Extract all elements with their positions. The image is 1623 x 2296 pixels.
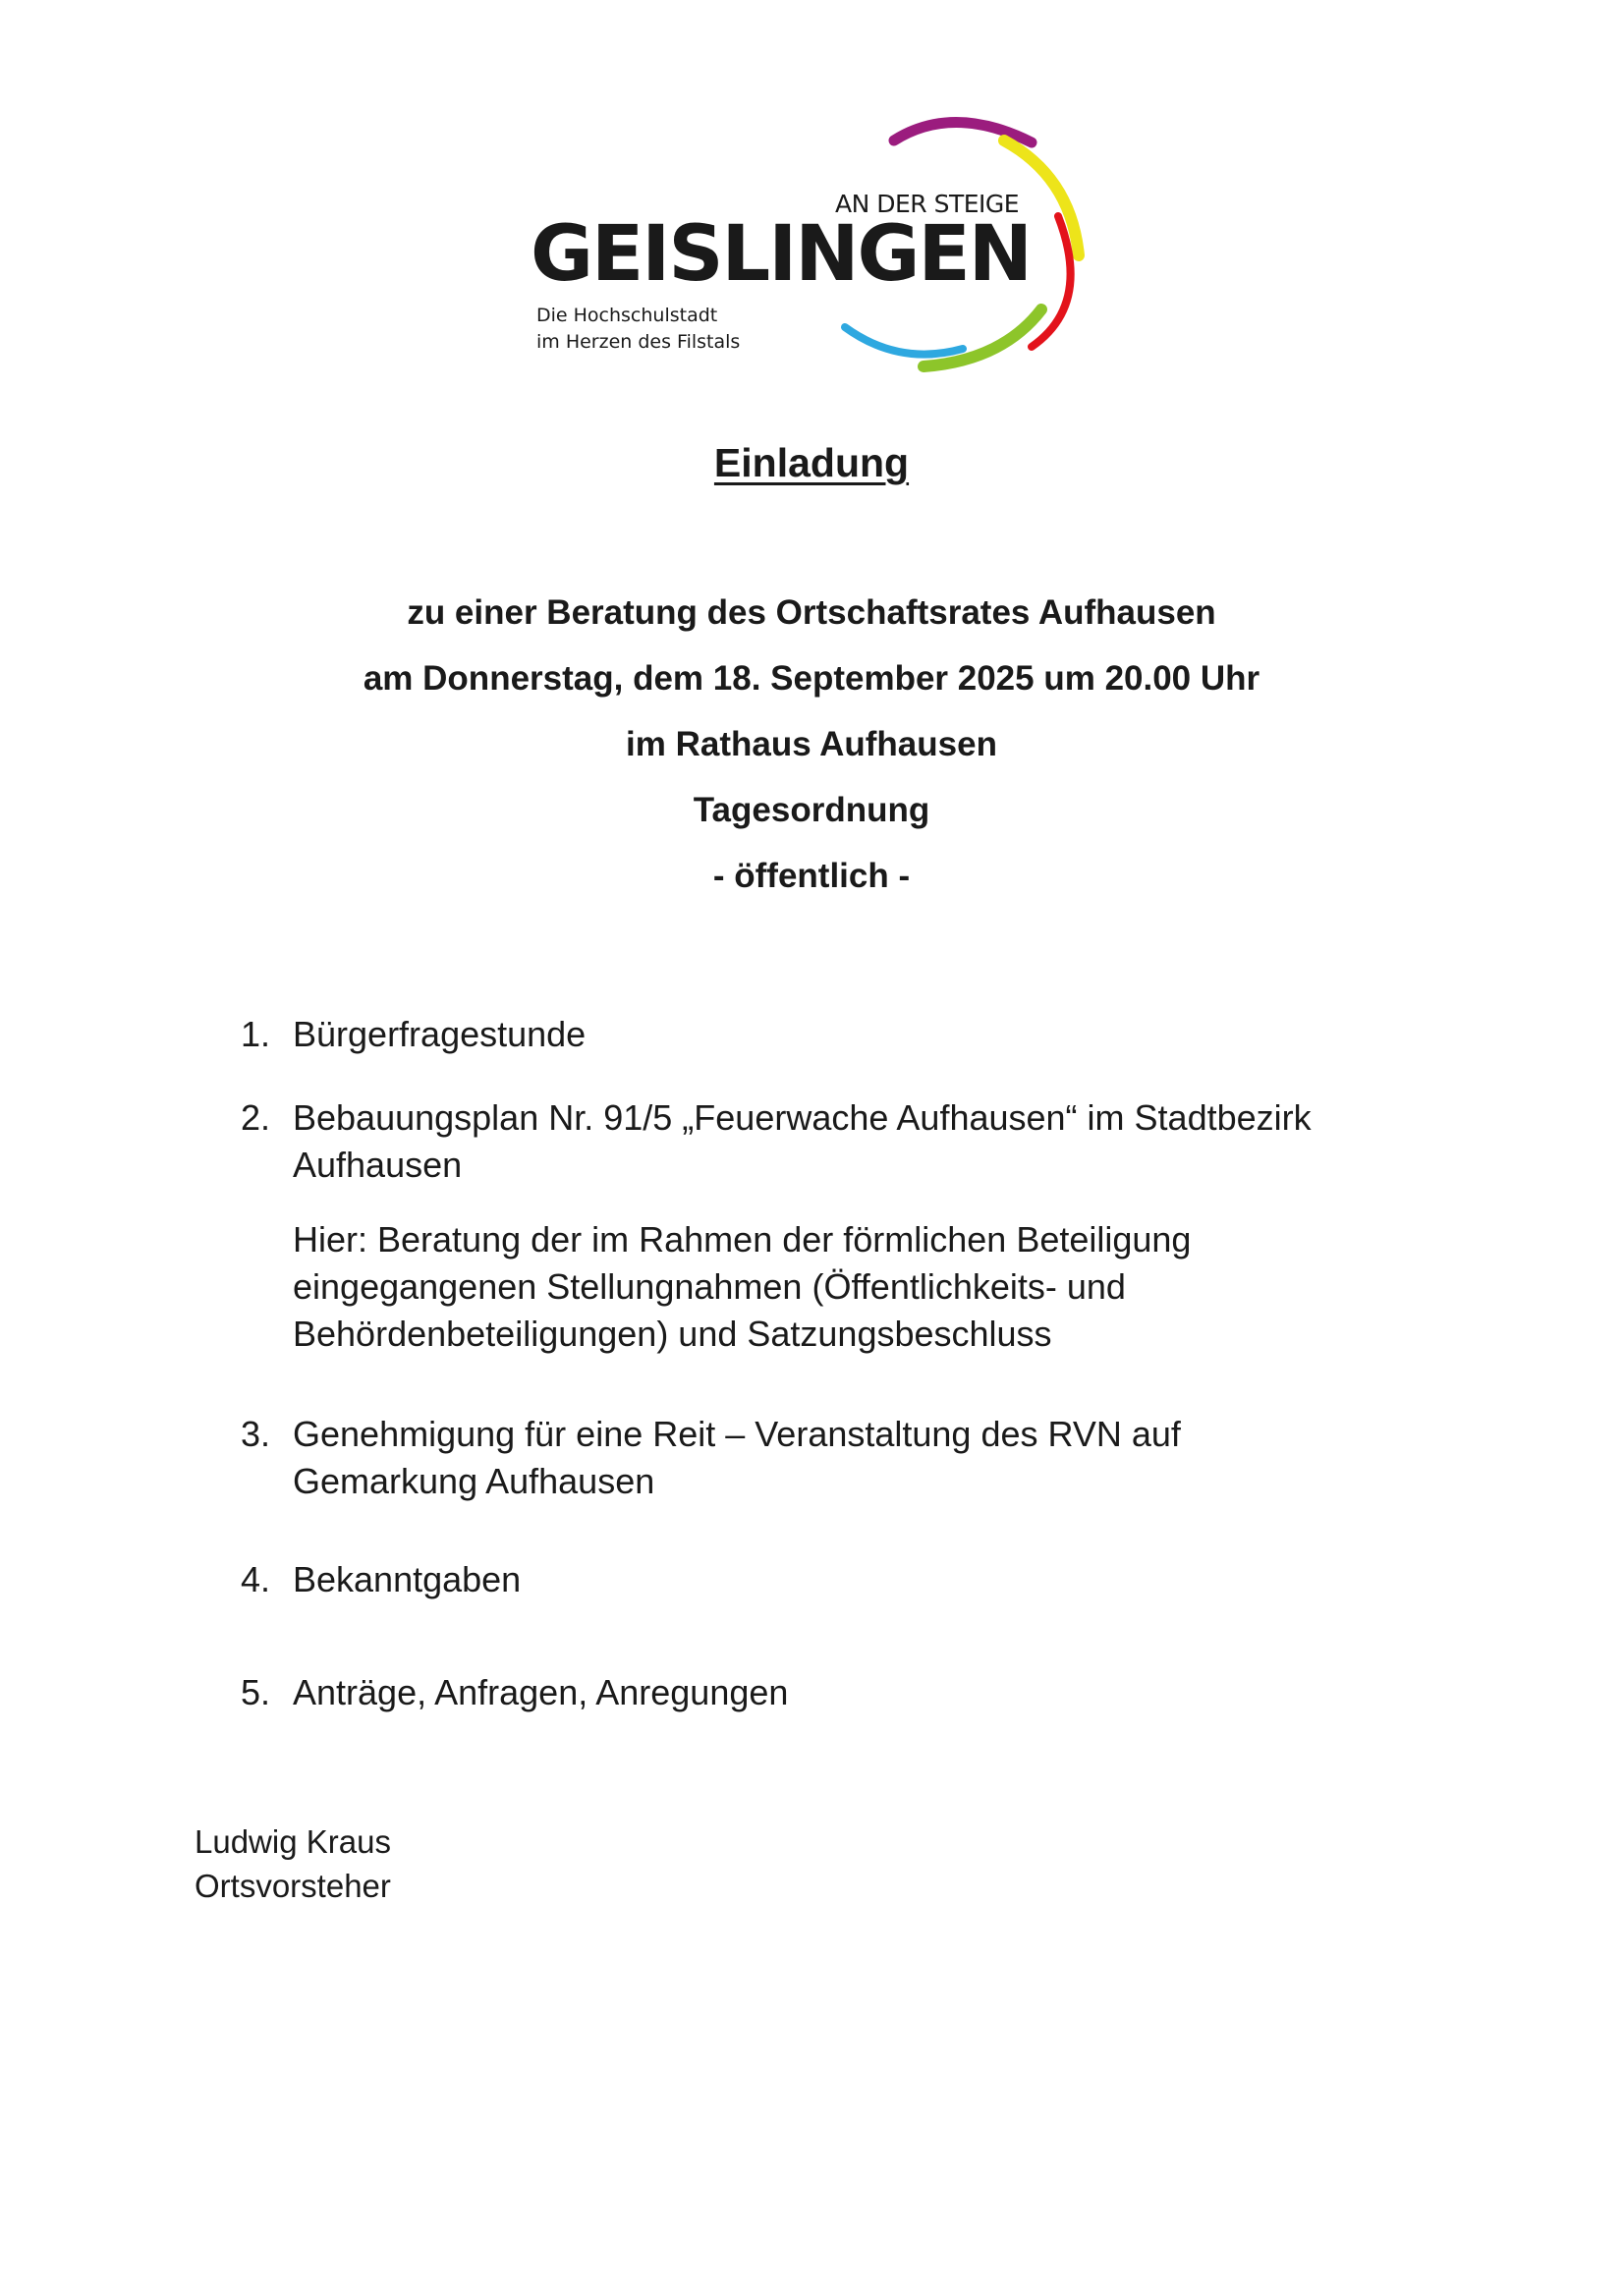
signature-role: Ortsvorsteher: [195, 1868, 391, 1904]
agenda-item-text: Bebauungsplan Nr. 91/5 „Feuerwache Aufhausen“ im Stadtbezirk Aufhausen: [293, 1097, 1312, 1185]
city-logo: [521, 103, 1100, 378]
signature-name: Ludwig Kraus: [195, 1823, 391, 1860]
agenda-item-number: 3.: [241, 1414, 271, 1454]
logo-arc-red: [1032, 216, 1071, 347]
page-title: Einladung: [713, 440, 910, 485]
agenda-item-number: 4.: [241, 1559, 271, 1599]
intro-line-3: im Rathaus Aufhausen: [626, 725, 997, 763]
logo-arc-blue: [845, 327, 963, 355]
agenda-item-note: Hier: Beratung der im Rahmen der förmlichen Beteiligung eingegangenen Stellungnahmen (Öffentlichkeits- und Behördenbeteiligungen) und Satzungsbeschluss: [293, 1219, 1192, 1354]
agenda-item-text: Bürgerfragestunde: [293, 1014, 587, 1054]
logo-tagline-1: Die Hochschulstadt: [536, 305, 718, 326]
intro-line-5: - öffentlich -: [712, 857, 911, 895]
logo-arc-green: [923, 309, 1041, 366]
agenda-item-text: Bekanntgaben: [293, 1559, 522, 1599]
signature-block: [195, 1820, 391, 1908]
agenda-item-text: Anträge, Anfragen, Anregungen: [293, 1672, 789, 1712]
intro-line-1: zu einer Beratung des Ortschaftsrates Aufhausen: [407, 593, 1216, 632]
agenda-item-number: 1.: [241, 1014, 271, 1054]
intro-line-2: am Donnerstag, dem 18. September 2025 um 20.00 Uhr: [363, 659, 1260, 698]
logo-top-line: AN DER STEIGE: [835, 190, 1020, 218]
agenda-item-number: 5.: [241, 1672, 271, 1712]
logo-tagline-2: im Herzen des Filstals: [536, 331, 741, 353]
agenda-item-text: Genehmigung für eine Reit – Veranstaltung des RVN auf Gemarkung Aufhausen: [293, 1414, 1181, 1501]
agenda-item-number: 2.: [241, 1097, 271, 1138]
intro-line-4: Tagesordnung: [693, 791, 930, 829]
logo-city-name: GEISLINGEN: [531, 210, 1032, 299]
